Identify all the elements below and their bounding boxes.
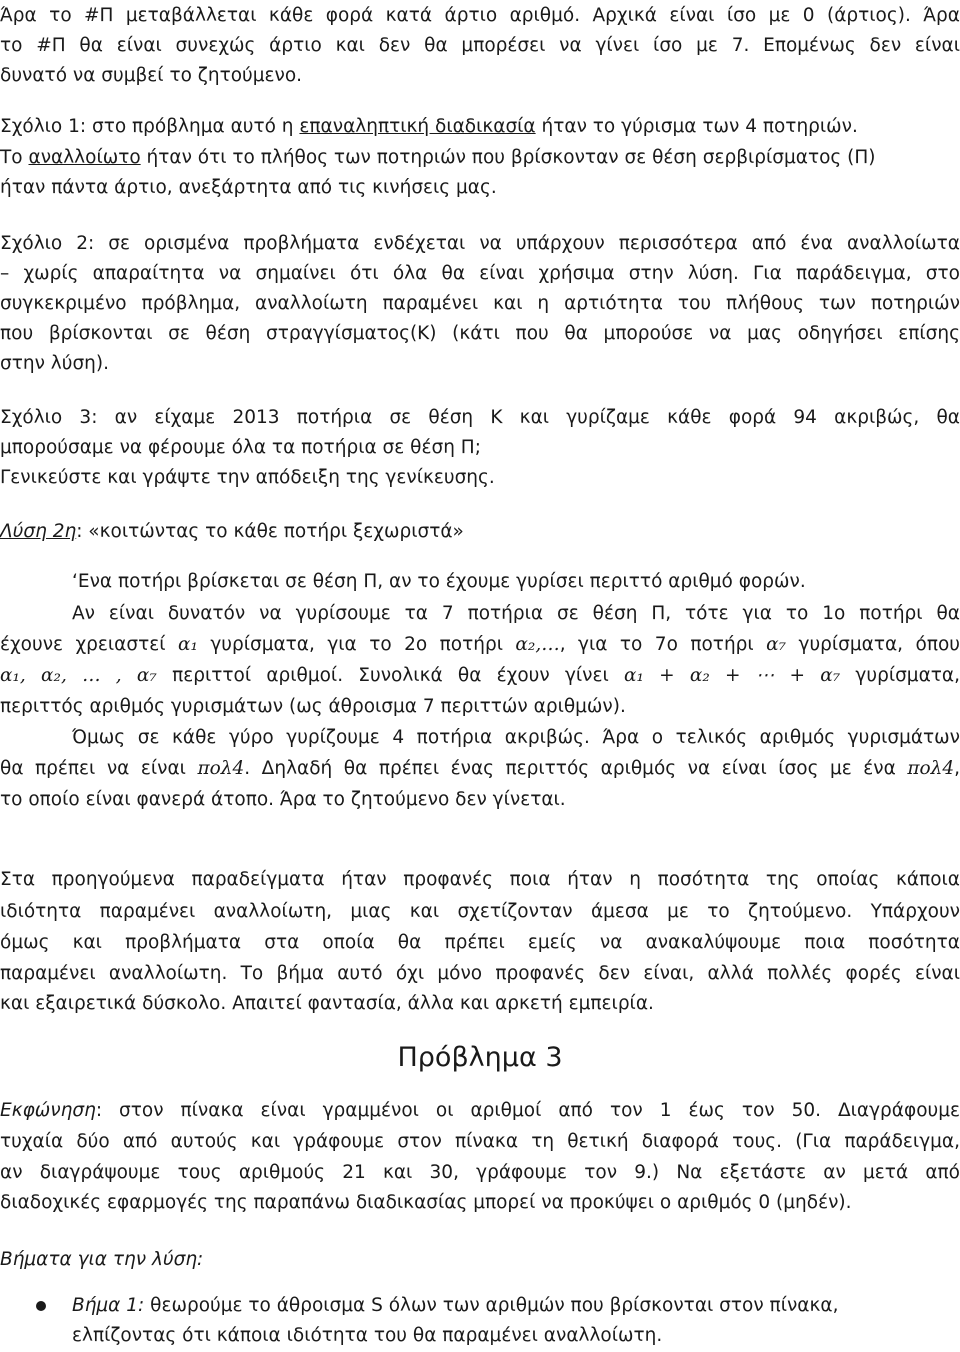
step-1-line: ελπίζοντας ότι κάποια ιδιότητα του θα παραμένει αναλλοίωτη. — [72, 1325, 663, 1346]
paragraph-line: το #Π θα είναι συνεχώς άρτιο και δεν θα μπορέσει να γίνει ίσο με 7. Επομένως δεν είναι — [0, 35, 960, 56]
solution-2-heading: Λύση 2η: «κοιτώντας το κάθε ποτήρι ξεχωριστά» — [0, 521, 464, 542]
comment-2-line: συγκεκριμένο πρόβλημα, αναλλοίωτη παραμένει και η αρτιότητα του πλήθους των ποτηριών — [0, 293, 960, 314]
solution-line: θα πρέπει να είναι πολ4. Δηλαδή θα πρέπει ένας περιττός αριθμός να είναι ίσος με ένα πολ4, — [0, 758, 960, 779]
comment-2-line: που βρίσκονται σε θέση στραγγίσματος(Κ) (κάτι που θα μπορούσε να μας οδηγήσει επίσης — [0, 323, 960, 344]
solution-line: Όμως σε κάθε γύρο γυρίζουμε 4 ποτήρια ακριβώς. Άρα ο τελικός αριθμός γυρισμάτων — [72, 727, 960, 748]
solution-line: α₁, α₂, … , α₇ περιττοί αριθμοί. Συνολικά θα έχουν γίνει α₁ + α₂ + ⋯ + α₇ γυρίσματα, — [0, 665, 960, 686]
comment-1-line: ήταν πάντα άρτιο, ανεξάρτητα από τις κινήσεις μας. — [0, 177, 497, 198]
closing-line: Στα προηγούμενα παραδείγματα ήταν προφανές ποια ήταν η ποσότητα της οποίας κάποια — [0, 869, 960, 890]
problem-statement-line: τυχαία δύο από αυτούς και γράφουμε στον πίνακα τη θετική διαφορά τους. (Για παράδειγμα, — [0, 1131, 960, 1152]
comment-3-line: μπορούσαμε να φέρουμε όλα τα ποτήρια σε θέση Π; — [0, 437, 481, 458]
solution-line: ‘Ενα ποτήρι βρίσκεται σε θέση Π, αν το έχουμε γυρίσει περιττό αριθμό φορών. — [72, 571, 806, 592]
comment-1-line: Σχόλιο 1: στο πρόβλημα αυτό η επαναληπτική διαδικασία ήταν το γύρισμα των 4 ποτηριών. — [0, 116, 858, 137]
statement-label: Εκφώνηση — [0, 1100, 96, 1121]
math-expression: α₇ — [766, 634, 787, 655]
step-1-line: Βήμα 1: θεωρούμε το άθροισμα S όλων των αριθμών που βρίσκονται στον πίνακα, — [72, 1295, 839, 1316]
problem-statement-line: αν διαγράψουμε τους αριθμούς 21 και 30, γράφουμε τον 9.) Να εξετάστε αν μετά από — [0, 1162, 960, 1183]
closing-line: και εξαιρετικά δύσκολο. Απαιτεί φαντασία, άλλα και αρκετή εμπειρία. — [0, 993, 654, 1014]
comment-2-line: – χωρίς απαραίτητα να σημαίνει ότι όλα θα είναι χρήσιμα στην λύση. Για παράδειγμα, στο — [0, 263, 960, 284]
comment-2-line: Σχόλιο 2: σε ορισμένα προβλήματα ενδέχεται να υπάρχουν περισσότερα από ένα αναλλοίωτα — [0, 233, 960, 254]
bullet-icon — [36, 1301, 46, 1311]
comment-1-line: Το αναλλοίωτο ήταν ότι το πλήθος των ποτηριών που βρίσκονταν σε θέση σερβιρίσματος (Π) — [0, 147, 876, 168]
comment-2-line: στην λύση). — [0, 353, 110, 374]
term-invariant: αναλλοίωτο — [28, 147, 141, 168]
closing-line: όμως και προβλήματα στα οποία θα πρέπει εμείς να ανακαλύψουμε ποια ποσότητα — [0, 932, 960, 953]
math-expression: α₁ + α₂ + ⋯ + α₇ — [624, 665, 841, 686]
closing-line: παραμένει αναλλοίωτη. Το βήμα αυτό όχι μόνο προφανές δεν είναι, αλλά πολλές φορές είναι — [0, 963, 960, 984]
math-expression: α₁ — [177, 634, 198, 655]
math-expression: πολ4 — [907, 758, 955, 779]
paragraph-line: δυνατό να συμβεί το ζητούμενο. — [0, 65, 303, 86]
problem-statement-line: διαδοχικές εφαρμογές της παραπάνω διαδικασίας μπορεί να προκύψει ο αριθμός 0 (μηδέν). — [0, 1192, 852, 1213]
paragraph-line: Άρα το #Π μεταβάλλεται κάθε φορά κατά άρτιο αριθμό. Αρχικά είναι ίσο με 0 (άρτιος). Άρα — [0, 5, 960, 26]
math-expression: α₂,… — [515, 634, 560, 655]
solution-line: το οποίο είναι φανερά άτοπο. Άρα το ζητούμενο δεν γίνεται. — [0, 789, 566, 810]
solution-steps-heading: Βήματα για την λύση: — [0, 1249, 204, 1270]
solution-2-label: Λύση 2η — [0, 521, 77, 542]
closing-line: ιδιότητα παραμένει αναλλοίωτη, μιας και σχετίζονταν άμεσα με το ζητούμενο. Υπάρχουν — [0, 901, 960, 922]
step-1-label: Βήμα 1: — [72, 1295, 145, 1316]
comment-3-line: Σχόλιο 3: αν είχαμε 2013 ποτήρια σε θέση Κ και γυρίζαμε κάθε φορά 94 ακριβώς, θα — [0, 407, 960, 428]
problem-3-title: Πρόβλημα 3 — [397, 1042, 563, 1073]
solution-line: έχουνε χρειαστεί α₁ γυρίσματα, για το 2ο ποτήρι α₂,…, για το 7ο ποτήρι α₇ γυρίσματα, όπου — [0, 634, 960, 655]
math-expression: πολ4 — [197, 758, 245, 779]
solution-line: περιττός αριθμός γυρισμάτων (ως άθροισμα 7 περιττών αριθμών). — [0, 696, 626, 717]
solution-line: Αν είναι δυνατόν να γυρίσουμε τα 7 ποτήρια σε θέση Π, τότε για το 1ο ποτήρι θα — [72, 603, 960, 624]
comment-3-line: Γενικεύστε και γράψτε την απόδειξη της γενίκευσης. — [0, 467, 495, 488]
math-expression: α₁, α₂, … , α₇ — [0, 665, 157, 686]
term-repetitive-process: επαναληπτική διαδικασία — [299, 116, 536, 137]
problem-statement-line: Εκφώνηση: στον πίνακα είναι γραμμένοι οι αριθμοί από τον 1 έως τον 50. Διαγράφουμε — [0, 1100, 960, 1121]
